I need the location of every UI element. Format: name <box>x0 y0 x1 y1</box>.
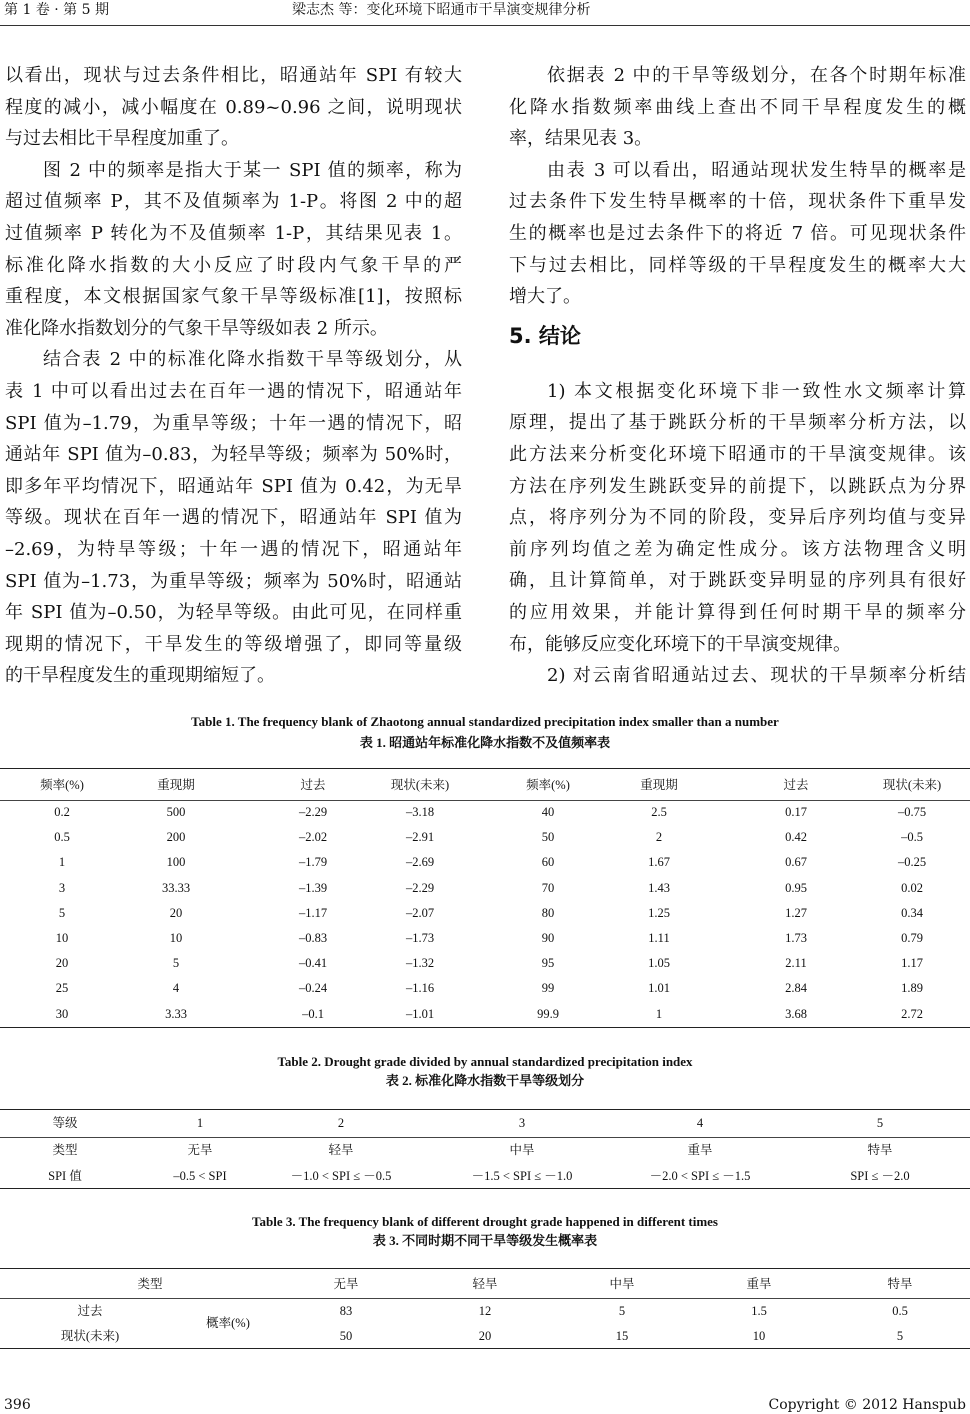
text-line: 下与过去相比，同样等级的干旱程度发生的概率大大 <box>509 254 966 276</box>
text-line: 标准化降水指数的大小反应了时段内气象干旱的严 <box>5 254 462 276</box>
table-cell: SPI 值 <box>48 1169 82 1183</box>
table-rule <box>0 1348 970 1349</box>
table-header: 现状(未来) <box>882 778 942 792</box>
table-cell: 0.67 <box>785 855 807 870</box>
table-rule <box>0 800 970 801</box>
table-cell: 10 <box>752 1329 766 1343</box>
table-cell: 20 <box>478 1329 492 1343</box>
table-header: 重现期 <box>640 778 678 792</box>
table-cell: 2.11 <box>785 956 807 971</box>
table-cell: 20 <box>169 905 183 920</box>
table-cell: 200 <box>166 830 186 845</box>
table-header: 重旱 <box>746 1277 772 1291</box>
table-cell: 500 <box>166 805 186 819</box>
table-cell: 1.27 <box>785 905 807 920</box>
text-line: 通站年 SPI 值为–0.83，为轻旱等级；频率为 50%时， <box>5 444 462 466</box>
table-cell: 99 <box>541 981 555 996</box>
text-line: 率，结果见表 3。 <box>509 128 653 150</box>
table-cell: 33.33 <box>161 880 191 895</box>
section-heading: 5. 结论 <box>509 323 581 348</box>
table-cell: 1 <box>655 1006 663 1021</box>
table-cell: SPI ≤ －2.0 <box>850 1169 910 1183</box>
table-cell: –1.73 <box>405 931 435 945</box>
table-cell: 1.73 <box>785 931 807 945</box>
text-line: 原理，提出了基于跳跃分析的干旱频率分析方法，以 <box>509 412 966 434</box>
table-cell: –2.07 <box>405 905 435 920</box>
text-line: 前序列均值之差为确定性成分。该方法物理含义明 <box>509 538 966 560</box>
table-header: 现状(未来) <box>390 778 450 792</box>
table-cell: –0.5 < SPI <box>173 1169 227 1183</box>
table-header: 过去 <box>300 778 326 792</box>
table-cell: －1.0 < SPI ≤ －0.5 <box>290 1169 392 1183</box>
table-rule <box>0 1188 970 1189</box>
table-cell: 5 <box>172 956 180 971</box>
table-cell: 1.25 <box>648 905 670 920</box>
table-cell: –0.5 <box>901 830 923 845</box>
table-cell: –1.79 <box>298 855 328 870</box>
table-cell: 3.68 <box>785 1006 807 1021</box>
table-header: 频率(%) <box>526 778 570 792</box>
table-cell: 83 <box>339 1304 353 1318</box>
table-rule <box>0 1137 970 1138</box>
table-header: 频率(%) <box>40 778 84 792</box>
copyright: Copyright © 2012 Hanspub <box>768 1397 966 1413</box>
table-header: 中旱 <box>609 1277 635 1291</box>
table-cell: 80 <box>541 905 555 920</box>
table-cell: 1.11 <box>648 931 670 945</box>
table-cell: 3 <box>58 880 66 895</box>
table-header: 重现期 <box>157 778 195 792</box>
text-line: SPI 值为–1.73，为重旱等级；频率为 50%时，昭通站 <box>5 570 462 592</box>
table-cell: 95 <box>541 956 555 971</box>
text-line: 表 1 中可以看出过去在百年一遇的情况下，昭通站年 <box>5 380 462 402</box>
table-cell: 1.05 <box>648 956 670 971</box>
table-cell: 1.5 <box>751 1304 767 1318</box>
table1-caption-en: Table 1. The frequency blank of Zhaotong annual standardized precipitation index smaller than a number <box>191 714 779 729</box>
text-line: 增大了。 <box>509 286 581 308</box>
left-column <box>5 60 462 692</box>
table-cell: –1.01 <box>405 1006 435 1021</box>
table-cell: –2.69 <box>405 855 435 870</box>
text-line: 依据表 2 中的干旱等级划分，在各个时期年标准 <box>547 65 966 86</box>
table1-caption-zh: 表 1. 昭通站年标准化降水指数不及值频率表 <box>359 735 611 750</box>
text-line: 图 2 中的频率是指大于某一 SPI 值的频率，称为 <box>43 159 462 181</box>
text-line: 现期的情况下，干旱发生的等级增强了，即同等量级 <box>5 633 462 655</box>
table-cell: 轻旱 <box>328 1142 354 1157</box>
table-cell: 90 <box>541 931 555 945</box>
table-cell: 现状(未来) <box>60 1329 120 1343</box>
text-line: –2.69，为特旱等级；十年一遇的情况下，昭通站年 <box>5 538 462 560</box>
text-line: 的应用效果，并能计算得到任何时期干旱的频率分 <box>509 601 966 623</box>
table-cell: –1.17 <box>298 905 328 920</box>
table-cell: 重旱 <box>687 1142 713 1157</box>
table-header: 过去 <box>783 778 809 792</box>
table-cell: －2.0 < SPI ≤ －1.5 <box>649 1169 751 1183</box>
running-header-issue: 第 1 卷 · 第 5 期 <box>4 2 109 18</box>
text-line: 结合表 2 中的标准化降水指数干旱等级划分，从 <box>43 349 462 371</box>
table-cell: 4 <box>696 1116 704 1130</box>
right-column <box>509 60 966 692</box>
table-cell: –0.1 <box>302 1006 324 1021</box>
table-cell: 类型 <box>52 1142 78 1157</box>
text-line: 2) 对云南省昭通站过去、现状的干旱频率分析结 <box>547 665 966 687</box>
table-cell: 等级 <box>52 1116 78 1130</box>
text-line: 生的概率也是过去条件下的将近 7 倍。可见现状条件 <box>509 222 966 244</box>
text-line: 重程度，本文根据国家气象干旱等级标准[1]，按照标 <box>5 286 462 308</box>
table-cell: 20 <box>55 956 69 971</box>
table-rule <box>0 1109 970 1110</box>
table-cell: 10 <box>55 931 69 945</box>
table-cell: 无旱 <box>187 1142 213 1157</box>
text-line: 即多年平均情况下，昭通站年 SPI 值为 0.42，为无旱 <box>5 475 462 497</box>
table-cell: 1 <box>58 855 66 870</box>
text-line: 程度的减小，减小幅度在 0.89~0.96 之间，说明现状 <box>5 96 462 118</box>
table-cell: 99.9 <box>537 1006 559 1021</box>
table-cell: 中旱 <box>509 1142 535 1157</box>
table-cell: 1.89 <box>901 981 923 996</box>
text-line: 以看出，现状与过去条件相比，昭通站年 SPI 有较大 <box>5 65 462 86</box>
table-cell: 2 <box>655 830 663 845</box>
table-header: 轻旱 <box>472 1277 498 1291</box>
text-line: 超过值频率 P，其不及值频率为 1-P。将图 2 中的超 <box>5 191 462 213</box>
table-cell: 0.2 <box>54 805 70 819</box>
table-cell: 25 <box>55 981 69 996</box>
text-line: 此方法来分析变化环境下昭通市的干旱演变规律。该 <box>509 443 966 465</box>
text-line: 确，且计算简单，对于跳跃变异明显的序列具有很好 <box>509 570 966 592</box>
table-rule <box>0 1298 970 1299</box>
table-header: 特旱 <box>887 1277 913 1291</box>
table-cell: 3.33 <box>165 1006 187 1021</box>
table3-caption-zh: 表 3. 不同时期不同干旱等级发生概率表 <box>372 1233 598 1248</box>
table-cell: 特旱 <box>867 1142 893 1157</box>
table-cell: 1.01 <box>648 981 670 996</box>
table-cell: –3.18 <box>405 805 435 819</box>
text-line: 过值频率 P 转化为不及值频率 1-P，其结果见表 1。 <box>5 222 462 244</box>
text-line: 方法在序列发生跳跃变异的前提下，以跳跃点为分界 <box>509 475 966 497</box>
table-cell: 3 <box>518 1116 526 1130</box>
header-rule <box>0 25 970 26</box>
table-cell: 15 <box>615 1329 629 1343</box>
table-cell: –0.83 <box>298 931 328 945</box>
text-line: 过去条件下发生特旱概率的十倍，现状条件下重旱发 <box>509 191 966 213</box>
text-line: 与过去相比干旱程度加重了。 <box>5 128 239 150</box>
table-cell: 0.42 <box>785 830 807 845</box>
table-cell: 2.84 <box>785 981 807 996</box>
table-cell: –1.32 <box>405 956 435 971</box>
table-cell: 5 <box>896 1329 904 1343</box>
table-cell: –1.39 <box>298 880 328 895</box>
table-cell: 30 <box>55 1006 69 1021</box>
table-cell: –0.24 <box>298 981 328 996</box>
table-cell: 10 <box>169 931 183 945</box>
table-cell: 100 <box>166 855 186 870</box>
table-cell: 50 <box>339 1329 353 1343</box>
table-cell: 0.5 <box>892 1304 908 1318</box>
table-cell: 0.17 <box>785 805 807 819</box>
text-line: SPI 值为–1.79，为重旱等级；十年一遇的情况下，昭 <box>5 412 462 434</box>
table2-caption-zh: 表 2. 标准化降水指数干旱等级划分 <box>385 1073 585 1088</box>
table-cell: –2.29 <box>298 805 328 819</box>
table-cell: 2.72 <box>901 1006 923 1021</box>
table-cell: 1.67 <box>648 855 670 870</box>
table-header: 无旱 <box>333 1277 359 1291</box>
text-line: 等级。现状在百年一遇的情况下，昭通站年 SPI 值为 <box>5 507 462 529</box>
text-line: 准化降水指数划分的气象干旱等级如表 2 所示。 <box>5 317 388 339</box>
table-cell: 2.5 <box>651 805 667 819</box>
table-rule <box>0 1268 970 1269</box>
table-cell: –2.29 <box>405 880 435 895</box>
table-cell: –2.91 <box>405 830 435 845</box>
table-cell: 4 <box>172 981 180 996</box>
table-cell: 5 <box>58 905 66 920</box>
table-cell: 0.79 <box>901 931 923 945</box>
table-cell: 0.02 <box>901 880 923 895</box>
table-cell: －1.5 < SPI ≤ －1.0 <box>471 1169 573 1183</box>
text-line: 布，能够反应变化环境下的干旱演变规律。 <box>509 633 851 655</box>
table-cell: 1.17 <box>901 956 923 971</box>
table-cell: –0.25 <box>897 855 927 870</box>
table-rule <box>0 1027 970 1028</box>
table-cell: 12 <box>478 1304 492 1318</box>
table-rule <box>0 768 970 769</box>
text-line: 由表 3 可以看出，昭通站现状发生特旱的概率是 <box>547 159 966 181</box>
page-number: 396 <box>4 1397 31 1413</box>
table-header: 类型 <box>137 1277 163 1291</box>
table-cell: 0.95 <box>785 880 807 895</box>
table-cell: 1 <box>196 1116 204 1130</box>
table-cell: 50 <box>541 830 555 845</box>
table-cell: 40 <box>541 805 555 819</box>
table-cell: –2.02 <box>298 830 328 845</box>
table-cell: –0.75 <box>897 805 927 819</box>
table-cell: 70 <box>541 880 555 895</box>
text-line: 1) 本文根据变化环境下非一致性水文频率计算 <box>547 380 966 402</box>
text-line: 的干旱程度发生的重现期缩短了。 <box>5 665 275 687</box>
running-header-title: 梁志杰 等：变化环境下昭通市干旱演变规律分析 <box>292 2 591 18</box>
table2-caption-en: Table 2. Drought grade divided by annual standardized precipitation index <box>277 1054 693 1069</box>
table-cell: 5 <box>618 1304 626 1318</box>
table-cell: –1.16 <box>405 981 435 996</box>
table-cell: 过去 <box>77 1304 103 1318</box>
probability-label: 概率(%) <box>206 1316 250 1330</box>
text-line: 年 SPI 值为–0.50，为轻旱等级。由此可见，在同样重 <box>5 602 462 624</box>
table-cell: 1.43 <box>648 880 670 895</box>
text-line: 点，将序列分为不同的阶段，变异后序列均值与变异 <box>509 507 966 529</box>
table-cell: 0.34 <box>901 905 923 920</box>
table3-caption-en: Table 3. The frequency blank of different drought grade happened in different times <box>252 1214 718 1229</box>
text-line: 化降水指数频率曲线上查出不同干旱程度发生的概 <box>509 96 966 118</box>
table-cell: 2 <box>337 1116 345 1130</box>
table-cell: 0.5 <box>54 830 70 845</box>
table-cell: 60 <box>541 855 555 870</box>
table-cell: –0.41 <box>298 956 328 971</box>
table-cell: 5 <box>876 1116 884 1130</box>
